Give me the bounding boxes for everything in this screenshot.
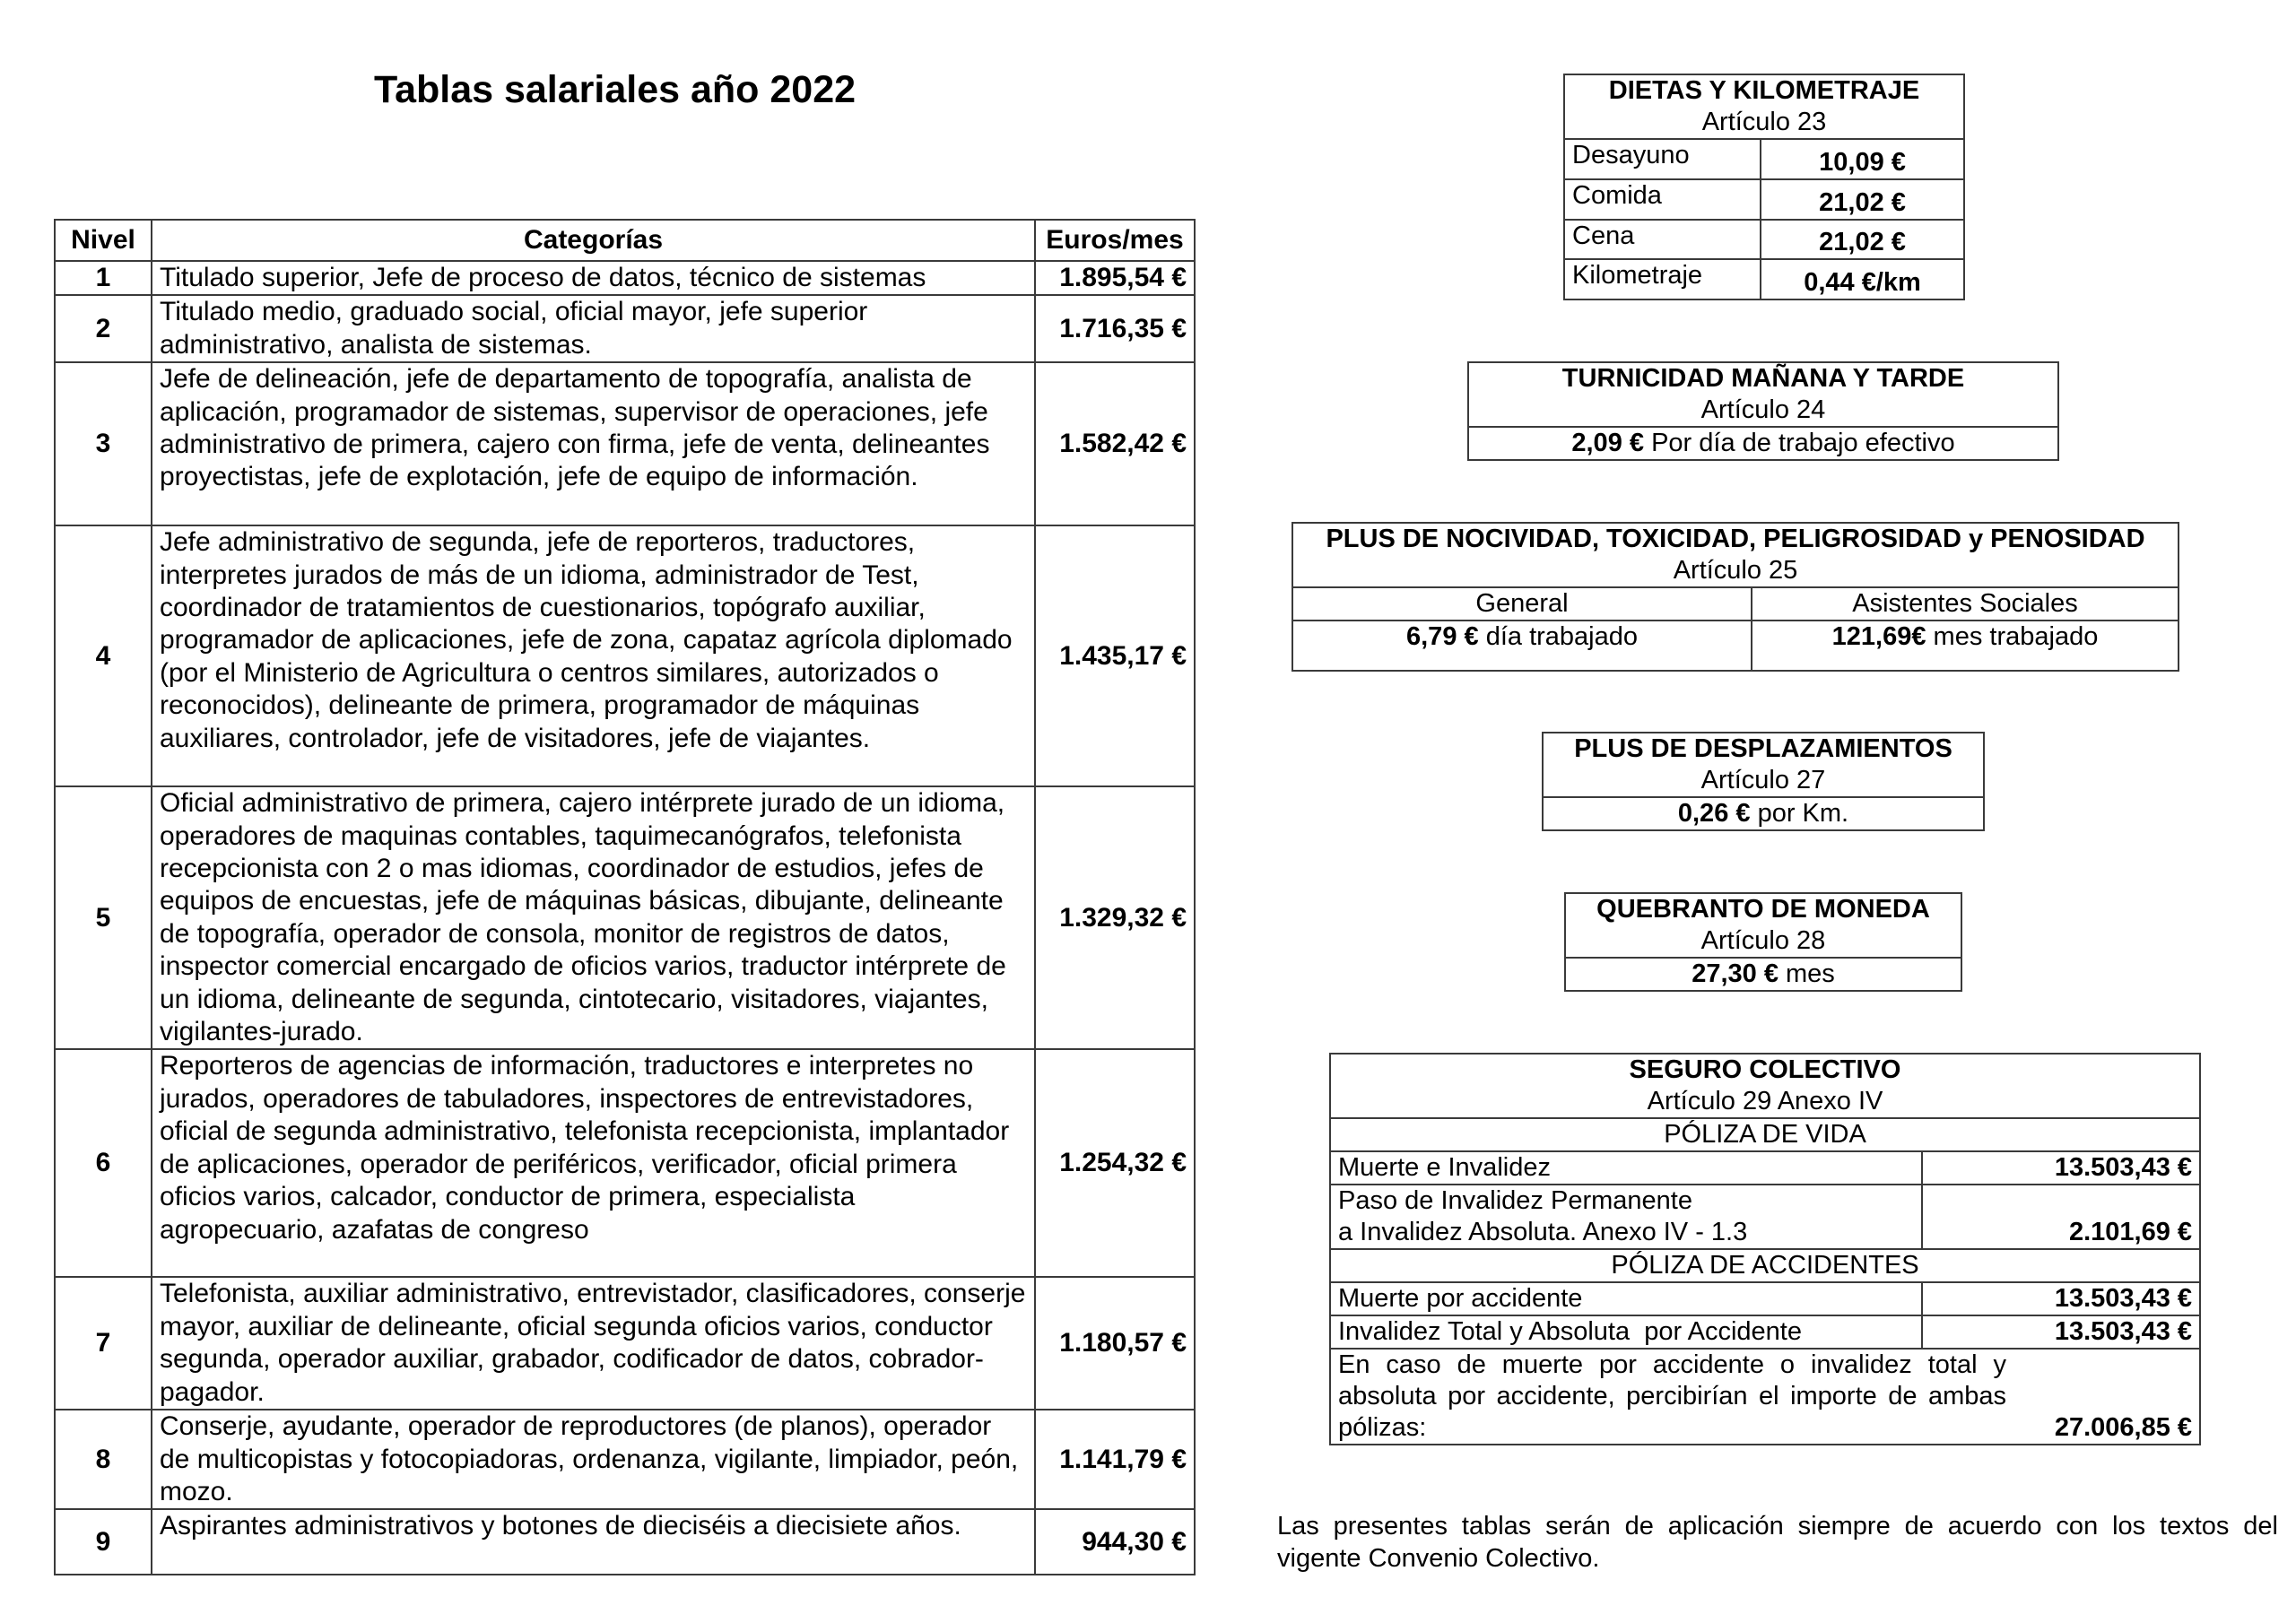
seguro-row: [1330, 1151, 2200, 1185]
nocividad-header: [1292, 523, 2179, 587]
poliza-vida-header: [1330, 1118, 2200, 1151]
nivel-cell: 6: [55, 1049, 152, 1277]
desplazamientos-table: [1542, 732, 1985, 831]
nocividad-article: Artículo 25: [1673, 556, 1798, 585]
dietas-title: DIETAS Y KILOMETRAJE: [1608, 76, 1920, 105]
euros-cell: 1.435,17 €: [1035, 525, 1195, 786]
quebranto-article: Artículo 28: [1700, 926, 1826, 955]
table-row: [55, 1277, 1195, 1410]
desplazamientos-value-row: [1543, 797, 1984, 830]
seguro-article: Artículo 29 Anexo IV: [1647, 1087, 1883, 1115]
categorias-cell: Telefonista, auxiliar administrativo, entrevistador, clasificadores, conserje mayor, auxiliar de delineante, oficial segunda oficios varios, conductor segunda, operador auxiliar, grabador, codificador de datos, cobrador-pagador.: [152, 1277, 1035, 1410]
nocividad-general-amount: 6,79 €: [1406, 622, 1479, 651]
seguro-combined-row: [1330, 1349, 2200, 1445]
table-row: [55, 295, 1195, 362]
desplazamientos-amount: 0,26 €: [1677, 799, 1751, 828]
table-row: [55, 786, 1195, 1049]
poliza-accidentes-header: [1330, 1249, 2200, 1282]
header-nivel: Nivel: [55, 220, 152, 261]
seguro-row: [1330, 1315, 2200, 1349]
desplazamientos-unit: por Km.: [1750, 799, 1849, 828]
euros-cell: 1.582,42 €: [1035, 362, 1195, 525]
poliza-vida-title: PÓLIZA DE VIDA: [1330, 1118, 2200, 1151]
turnicidad-value-cell: [1468, 427, 2058, 460]
seguro-label-line2: a Invalidez Absoluta. Anexo IV - 1.3: [1338, 1218, 1748, 1246]
seguro-row: [1330, 1185, 2200, 1249]
table-row: [55, 1049, 1195, 1277]
nocividad-header-cell: [1292, 523, 2179, 587]
table-row: [55, 261, 1195, 295]
turnicidad-article: Artículo 24: [1700, 395, 1826, 424]
seguro-label: [1330, 1185, 1922, 1249]
dietas-row: [1564, 139, 1964, 179]
nocividad-value-asistentes: [1752, 621, 2179, 671]
seguro-value: 13.503,43 €: [1922, 1315, 2200, 1349]
desplazamientos-article: Artículo 27: [1700, 766, 1826, 794]
dietas-header-cell: [1564, 74, 1964, 139]
nivel-cell: 9: [55, 1509, 152, 1575]
nocividad-col-asistentes: Asistentes Sociales: [1752, 587, 2179, 621]
seguro-header-cell: [1330, 1054, 2200, 1118]
table-row: [55, 1509, 1195, 1575]
euros-cell: 1.180,57 €: [1035, 1277, 1195, 1410]
dietas-row: [1564, 259, 1964, 299]
nocividad-values-row: [1292, 621, 2179, 671]
euros-cell: 1.254,32 €: [1035, 1049, 1195, 1277]
nivel-cell: 8: [55, 1410, 152, 1509]
quebranto-amount: 27,30 €: [1692, 959, 1779, 988]
seguro-header: [1330, 1054, 2200, 1118]
dietas-label: Cena: [1564, 220, 1761, 259]
dietas-label: Desayuno: [1564, 139, 1761, 179]
dietas-value: 0,44 €/km: [1761, 259, 1964, 299]
categorias-cell: Reporteros de agencias de información, traductores e interpretes no jurados, operadores de tabuladores, inspectores de entrevistadores, oficial de segunda administrativo, telefonista recepcionista, implantador de aplicaciones, operador de periféricos, verificador, oficial primera oficios varios, calcador, conductor de primera, especialista agropecuario, azafatas de congreso: [152, 1049, 1035, 1277]
euros-cell: 1.141,79 €: [1035, 1410, 1195, 1509]
nocividad-col-general: General: [1292, 587, 1752, 621]
seguro-label: Muerte por accidente: [1330, 1282, 1922, 1315]
nocividad-value-general: [1292, 621, 1752, 671]
seguro-label: Muerte e Invalidez: [1330, 1151, 1922, 1185]
turnicidad-amount: 2,09 €: [1571, 429, 1645, 457]
categorias-cell: Oficial administrativo de primera, cajero intérprete jurado de un idioma, operadores de maquinas contables, taquimecanógrafos, telefonista recepcionista con 2 o mas idiomas, coordinador de estudios, jefes de equipos de encuestas, jefe de máquinas básicas, dibujante, delineante de topografía, operador de consola, monitor de registros de datos, inspector comercial encargado de oficios varios, traductor intérprete de un idioma, delineante de segunda, cintotecario, visitadores, viajantes, vigilantes-jurado.: [152, 786, 1035, 1049]
turnicidad-unit: Por día de trabajo efectivo: [1644, 429, 1955, 457]
table-row: [55, 525, 1195, 786]
seguro-combined-text: En caso de muerte por accidente o invalidez total y absoluta por accidente, percibirían el importe de ambas pólizas:: [1338, 1350, 2006, 1442]
categorias-cell: Conserje, ayudante, operador de reproductores (de planos), operador de multicopistas y fotocopiadoras, ordenanza, vigilante, limpiador, peón, mozo.: [152, 1410, 1035, 1509]
seguro-label: Invalidez Total y Absoluta por Accidente: [1330, 1315, 1922, 1349]
nocividad-asistentes-amount: 121,69€: [1831, 622, 1926, 651]
seguro-title: SEGURO COLECTIVO: [1629, 1055, 1901, 1084]
dietas-article: Artículo 23: [1701, 108, 1827, 136]
header-categorias: Categorías: [152, 220, 1035, 261]
salary-header-row: [55, 220, 1195, 261]
quebranto-header: [1565, 893, 1961, 958]
nivel-cell: 7: [55, 1277, 152, 1410]
desplazamientos-header-cell: [1543, 733, 1984, 797]
nivel-cell: 4: [55, 525, 152, 786]
turnicidad-value-row: [1468, 427, 2058, 460]
desplazamientos-value-cell: [1543, 797, 1984, 830]
dietas-value: 21,02 €: [1761, 220, 1964, 259]
euros-cell: 1.895,54 €: [1035, 261, 1195, 295]
categorias-cell: Titulado medio, graduado social, oficial mayor, jefe superior administrativo, analista de sistemas.: [152, 295, 1035, 362]
dietas-label: Comida: [1564, 179, 1761, 220]
euros-cell: 944,30 €: [1035, 1509, 1195, 1575]
seguro-row: [1330, 1282, 2200, 1315]
quebranto-title: QUEBRANTO DE MONEDA: [1596, 895, 1930, 924]
dietas-row: [1564, 179, 1964, 220]
nivel-cell: 3: [55, 362, 152, 525]
turnicidad-header: [1468, 362, 2058, 427]
nivel-cell: 1: [55, 261, 152, 295]
footer-note: Las presentes tablas serán de aplicación siempre de acuerdo con los textos del vigente Convenio Colectivo.: [1277, 1512, 2278, 1573]
table-row: [55, 1410, 1195, 1509]
nocividad-title: PLUS DE NOCIVIDAD, TOXICIDAD, PELIGROSIDAD y PENOSIDAD: [1326, 525, 2145, 553]
nocividad-table: [1292, 522, 2179, 672]
seguro-value: 13.503,43 €: [1922, 1151, 2200, 1185]
seguro-table: [1329, 1053, 2201, 1445]
dietas-table: [1563, 74, 1965, 300]
desplazamientos-header: [1543, 733, 1984, 797]
nivel-cell: 2: [55, 295, 152, 362]
categorias-cell: Jefe de delineación, jefe de departamento de topografía, analista de aplicación, programador de sistemas, supervisor de operaciones, jefe administrativo de primera, cajero con firma, jefe de venta, delineantes proyectistas, jefe de explotación, jefe de equipo de información.: [152, 362, 1035, 525]
seguro-combined-value: 27.006,85 €: [2054, 1413, 2193, 1442]
categorias-cell: Titulado superior, Jefe de proceso de datos, técnico de sistemas: [152, 261, 1035, 295]
page-title: Tablas salariales año 2022: [374, 68, 857, 111]
seguro-value: 2.101,69 €: [1922, 1185, 2200, 1249]
quebranto-value-row: [1565, 958, 1961, 991]
seguro-value: 13.503,43 €: [1922, 1282, 2200, 1315]
dietas-header: [1564, 74, 1964, 139]
quebranto-table: [1564, 892, 1962, 992]
salary-table: [54, 219, 1196, 1575]
turnicidad-table: [1467, 361, 2059, 461]
dietas-row: [1564, 220, 1964, 259]
euros-cell: 1.716,35 €: [1035, 295, 1195, 362]
euros-cell: 1.329,32 €: [1035, 786, 1195, 1049]
table-row: [55, 362, 1195, 525]
desplazamientos-title: PLUS DE DESPLAZAMIENTOS: [1574, 734, 1952, 763]
turnicidad-header-cell: [1468, 362, 2058, 427]
header-euros: Euros/mes: [1035, 220, 1195, 261]
dietas-label: Kilometraje: [1564, 259, 1761, 299]
categorias-cell: Aspirantes administrativos y botones de dieciséis a diecisiete años.: [152, 1509, 1035, 1575]
turnicidad-title: TURNICIDAD MAÑANA Y TARDE: [1561, 364, 1965, 393]
nocividad-asistentes-unit: mes trabajado: [1926, 622, 2099, 651]
quebranto-header-cell: [1565, 893, 1961, 958]
seguro-label-line1: Paso de Invalidez Permanente: [1338, 1186, 1692, 1215]
poliza-accidentes-title: PÓLIZA DE ACCIDENTES: [1330, 1249, 2200, 1282]
nocividad-columns-row: [1292, 587, 2179, 621]
nivel-cell: 5: [55, 786, 152, 1049]
quebranto-unit: mes: [1778, 959, 1835, 988]
categorias-cell: Jefe administrativo de segunda, jefe de reporteros, traductores, interpretes jurados de más de un idioma, administrador de Test, coordinador de tratamientos de cuestionarios, topógrafo auxiliar, programador de aplicaciones, jefe de zona, capataz agrícola diplomado (por el Ministerio de Agricultura o centros similares, autorizados o reconocidos), delineante de primera, programador de máquinas auxiliares, controlador, jefe de visitadores, jefe de viajantes.: [152, 525, 1035, 786]
seguro-combined-cell: [1330, 1349, 2200, 1445]
dietas-value: 21,02 €: [1761, 179, 1964, 220]
dietas-value: 10,09 €: [1761, 139, 1964, 179]
quebranto-value-cell: [1565, 958, 1961, 991]
nocividad-general-unit: día trabajado: [1478, 622, 1638, 651]
